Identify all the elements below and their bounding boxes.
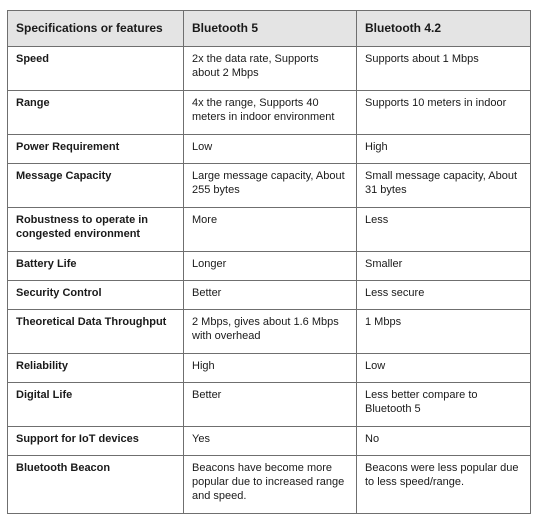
- feature-cell: Theoretical Data Throughput: [8, 310, 184, 354]
- bt5-cell: More: [184, 208, 357, 252]
- bt42-cell: Small message capacity, About 31 bytes: [357, 164, 531, 208]
- feature-cell: Digital Life: [8, 383, 184, 427]
- comparison-table: [7, 10, 531, 514]
- table-row: [8, 91, 531, 135]
- feature-cell: Range: [8, 91, 184, 135]
- table-row: [8, 310, 531, 354]
- bt42-cell: Smaller: [357, 252, 531, 281]
- bt42-cell: Beacons were less popular due to less speed/range.: [357, 456, 531, 514]
- bt5-cell: Low: [184, 135, 357, 164]
- bt42-cell: High: [357, 135, 531, 164]
- table-header-row: [8, 11, 531, 47]
- header-features: Specifications or features: [8, 11, 184, 47]
- bt5-cell: Better: [184, 281, 357, 310]
- feature-cell: Power Requirement: [8, 135, 184, 164]
- bt42-cell: Less: [357, 208, 531, 252]
- bt42-cell: Low: [357, 354, 531, 383]
- bt5-cell: 4x the range, Supports 40 meters in indoor environment: [184, 91, 357, 135]
- bt5-cell: Better: [184, 383, 357, 427]
- feature-cell: Battery Life: [8, 252, 184, 281]
- table-row: [8, 252, 531, 281]
- table-row: [8, 383, 531, 427]
- bt5-cell: Large message capacity, About 255 bytes: [184, 164, 357, 208]
- feature-cell: Robustness to operate in congested environment: [8, 208, 184, 252]
- table-row: [8, 135, 531, 164]
- bt42-cell: No: [357, 427, 531, 456]
- table-row: [8, 164, 531, 208]
- bt5-cell: High: [184, 354, 357, 383]
- feature-cell: Bluetooth Beacon: [8, 456, 184, 514]
- feature-cell: Message Capacity: [8, 164, 184, 208]
- feature-cell: Support for IoT devices: [8, 427, 184, 456]
- table-row: [8, 47, 531, 91]
- table-row: [8, 427, 531, 456]
- table-row: [8, 208, 531, 252]
- bt5-cell: 2x the data rate, Supports about 2 Mbps: [184, 47, 357, 91]
- table-row: [8, 456, 531, 514]
- header-bluetooth-5: Bluetooth 5: [184, 11, 357, 47]
- feature-cell: Speed: [8, 47, 184, 91]
- table-row: [8, 281, 531, 310]
- bt5-cell: Yes: [184, 427, 357, 456]
- bt42-cell: 1 Mbps: [357, 310, 531, 354]
- bt42-cell: Supports about 1 Mbps: [357, 47, 531, 91]
- bt42-cell: Less better compare to Bluetooth 5: [357, 383, 531, 427]
- bt5-cell: 2 Mbps, gives about 1.6 Mbps with overhead: [184, 310, 357, 354]
- bt42-cell: Supports 10 meters in indoor: [357, 91, 531, 135]
- bt42-cell: Less secure: [357, 281, 531, 310]
- table-row: [8, 354, 531, 383]
- comparison-table-container: [7, 10, 530, 514]
- bt5-cell: Beacons have become more popular due to increased range and speed.: [184, 456, 357, 514]
- header-bluetooth-4-2: Bluetooth 4.2: [357, 11, 531, 47]
- feature-cell: Security Control: [8, 281, 184, 310]
- feature-cell: Reliability: [8, 354, 184, 383]
- bt5-cell: Longer: [184, 252, 357, 281]
